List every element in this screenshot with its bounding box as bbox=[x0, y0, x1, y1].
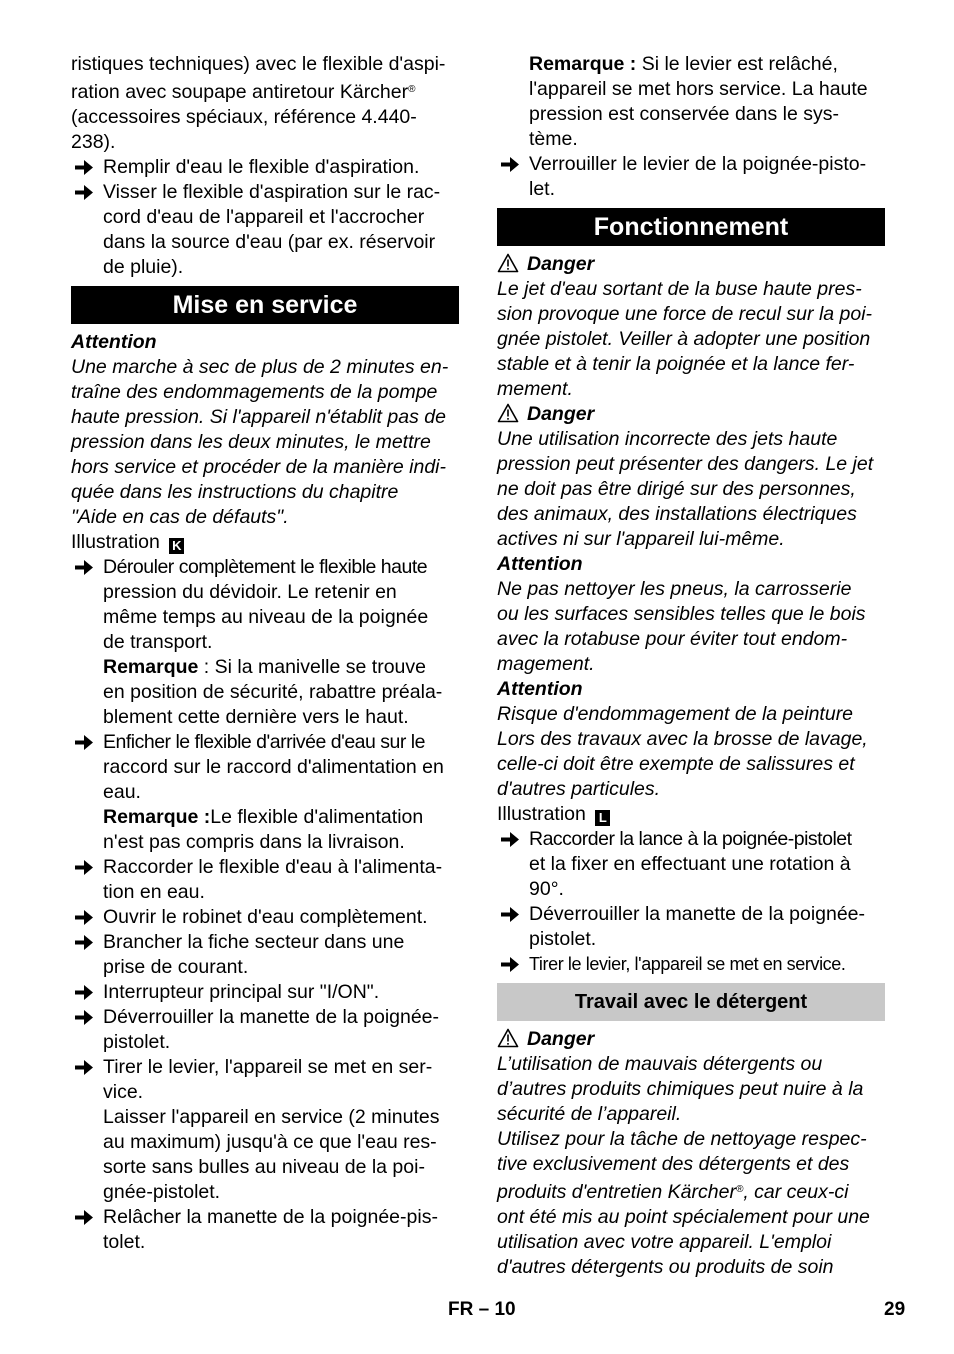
arrow-right-icon bbox=[73, 155, 95, 180]
arrow-right-icon bbox=[73, 930, 95, 955]
danger-label: Danger bbox=[497, 402, 885, 427]
remark-label: Remarque : bbox=[529, 53, 637, 75]
registered-mark: ® bbox=[735, 1184, 744, 1195]
step-release-handle: Relâcher la manette de la poignée-pis- tolet. bbox=[71, 1205, 459, 1255]
arrow-right-icon bbox=[73, 1055, 95, 1080]
attention-text: Une marche à sec de plus de 2 minutes en- traîne des endommagements de la pompe haute pression. Si l'appareil n'établit pas de pression dans les deux minutes, le mettre hors service et procéder de la manière indi- quée dans les instructions du chapitre "Aide en cas de défauts". bbox=[71, 356, 449, 528]
text-line: ristiques techniques) avec le flexible d'aspi- bbox=[71, 53, 446, 75]
danger-text: L’utilisation de mauvais détergents ou d’autres produits chimiques peut nuire à la sécurité de l’appareil. Utilisez pour la tâche de nettoyage respec- tive exclusivement des détergents et des produits d'entretien Kärcher®, car ceux-ci ont été mis au point spécialement pour une utilisation avec votre appareil. L'emploi d'autres détergents ou produits de soin bbox=[497, 1053, 870, 1278]
danger-text: Le jet d'eau sortant de la buse haute pres- sion provoque une force de recul sur la poi- gnée pistolet. Veiller à adopter une position stable et à tenir la poignée et la lance fer- mement. bbox=[497, 278, 873, 400]
illustration-letter-badge: L bbox=[595, 810, 610, 826]
right-column bbox=[497, 52, 885, 1280]
section-heading-fonctionnement: Fonctionnement bbox=[497, 208, 885, 246]
illustration-ref: Illustration K bbox=[71, 530, 459, 555]
arrow-right-icon bbox=[499, 952, 521, 977]
arrow-right-icon bbox=[73, 905, 95, 930]
step-unroll-hose: Dérouler complètement le flexible haute pression du dévidoir. Le retenir en même temps au niveau de la poignée de transport. Remarque : Si la manivelle se trouve en position de sécurité, rabattre préala- blement cette dernière vers le haut. bbox=[71, 555, 459, 730]
danger-label: Danger bbox=[497, 1027, 885, 1052]
warning-triangle-icon bbox=[497, 403, 519, 423]
arrow-right-icon bbox=[499, 827, 521, 852]
arrow-right-icon bbox=[73, 980, 95, 1005]
attention-label: Attention bbox=[71, 331, 157, 353]
remark-lever: Remarque : Si le levier est relâché, l'appareil se met hors service. La haute pression est conservée dans le sys- tème. bbox=[529, 53, 868, 150]
arrow-right-icon bbox=[499, 902, 521, 927]
registered-mark: ® bbox=[408, 84, 416, 95]
warning-triangle-icon bbox=[497, 1028, 519, 1048]
danger-label: Danger bbox=[497, 252, 885, 277]
arrow-right-icon bbox=[73, 1005, 95, 1030]
attention-label: Attention bbox=[497, 678, 583, 700]
warning-triangle-icon bbox=[497, 253, 519, 273]
step-plug-in: Brancher la fiche secteur dans une prise de courant. bbox=[71, 930, 459, 980]
intro-paragraph bbox=[71, 52, 459, 155]
footer-section-label: FR – 10 bbox=[448, 1299, 516, 1320]
danger-text: Une utilisation incorrecte des jets haute pression peut présenter des dangers. Le jet ne doit pas être dirigé sur des personnes, des animaux, des installations électriques actives ni sur l'appareil lui-même. bbox=[497, 428, 874, 550]
arrow-right-icon bbox=[73, 555, 95, 580]
attention-text: Risque d'endommagement de la peinture Lors des travaux avec la brosse de lavage, celle-ci doit être exempte de salissures et d'autres particules. bbox=[497, 703, 868, 800]
step-main-switch: Interrupteur principal sur "I/ON". bbox=[71, 980, 459, 1005]
section-heading-mise-en-service: Mise en service bbox=[71, 286, 459, 324]
step-unlock-handle: Déverrouiller la manette de la poignée- pistolet. bbox=[71, 1005, 459, 1055]
illustration-letter-badge: K bbox=[169, 538, 184, 554]
attention-text: Ne pas nettoyer les pneus, la carrosserie ou les surfaces sensibles telles que le bois avec la rotabuse pour éviter tout endom- magement. bbox=[497, 578, 866, 675]
arrow-right-icon bbox=[73, 855, 95, 880]
step-screw-hose: Visser le flexible d'aspiration sur le rac- cord d'eau de l'appareil et l'accrocher dans la source d'eau (par ex. réservoir de pluie). bbox=[71, 180, 459, 280]
arrow-right-icon bbox=[73, 1205, 95, 1230]
note-line: Remarque : Si la manivelle se trouve bbox=[103, 656, 426, 678]
note-line: Remarque :Le flexible d'alimentation bbox=[103, 806, 424, 828]
left-column bbox=[71, 52, 459, 1255]
step-connect-water-hose: Raccorder le flexible d'eau à l'alimenta- tion en eau. bbox=[71, 855, 459, 905]
step-connect-supply: Enficher le flexible d'arrivée d'eau sur le raccord sur le raccord d'alimentation en eau. Remarque :Le flexible d'alimentation n'est pas compris dans la livraison. bbox=[71, 730, 459, 855]
text-line: (accessoires spéciaux, référence 4.440- bbox=[71, 106, 417, 128]
step-open-tap: Ouvrir le robinet d'eau complètement. bbox=[71, 905, 459, 930]
text-line: 238). bbox=[71, 131, 116, 153]
step-pull-lever: Tirer le levier, l'appareil se met en ser- vice. Laisser l'appareil en service (2 minutes au maximum) jusqu'à ce que l'eau res- sorte sans bulles au niveau de la poi- gnée-pistolet. bbox=[71, 1055, 459, 1205]
step-attach-lance: Raccorder la lance à la poignée-pistolet et la fixer en effectuant une rotation à 90°. bbox=[497, 827, 885, 902]
arrow-right-icon bbox=[499, 152, 521, 177]
step-unlock-handle: Déverrouiller la manette de la poignée- pistolet. bbox=[497, 902, 885, 952]
page-number: 29 bbox=[884, 1299, 906, 1320]
attention-label: Attention bbox=[497, 553, 583, 575]
step-lock-lever: Verrouiller le levier de la poignée-pisto- let. bbox=[497, 152, 885, 202]
subsection-heading-detergent: Travail avec le détergent bbox=[497, 983, 885, 1021]
arrow-right-icon bbox=[73, 180, 95, 205]
step-pull-lever: Tirer le levier, l'appareil se met en service. bbox=[497, 952, 885, 977]
text-line: ration avec soupape antiretour Kärcher® bbox=[71, 81, 416, 103]
step-fill-hose: Remplir d'eau le flexible d'aspiration. bbox=[71, 155, 459, 180]
arrow-right-icon bbox=[73, 730, 95, 755]
illustration-ref: Illustration L bbox=[497, 802, 885, 827]
